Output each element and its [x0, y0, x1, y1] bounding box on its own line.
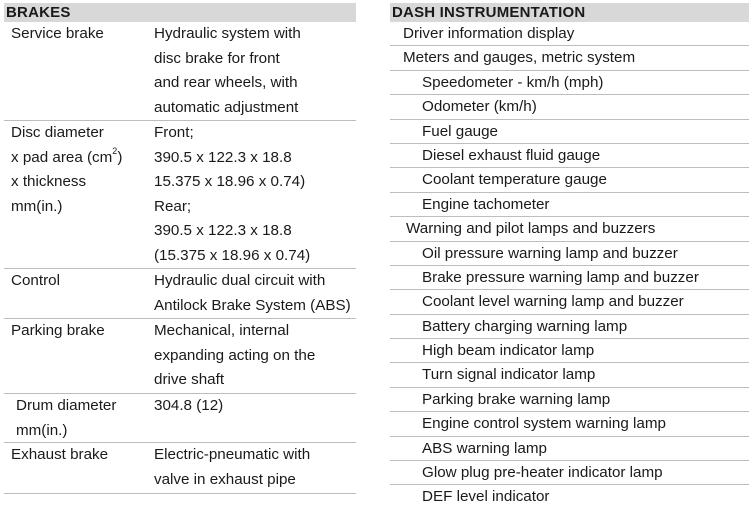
- dash-item: Driver information display: [390, 22, 749, 46]
- spec-value: Electric-pneumatic with valve in exhaust pipe: [154, 446, 311, 488]
- spec-value: Hydraulic system with disc brake for front and rear wheels, with automatic adjustment: [154, 25, 301, 116]
- spec-value: Mechanical, internal expanding acting on the drive shaft: [154, 322, 316, 388]
- spec-value: Front; 390.5 x 122.3 x 18.8 15.375 x 18.96 x 0.74) Rear; 390.5 x 122.3 x 18.8 (15.375 x 18.96 x 0.74): [154, 124, 311, 264]
- dash-item: Warning and pilot lamps and buzzers: [390, 217, 749, 241]
- dash-item: High beam indicator lamp: [390, 339, 749, 363]
- dash-item: DEF level indicator: [422, 488, 550, 506]
- dash-item: Engine tachometer: [390, 193, 749, 217]
- spec-label: Disc diameter x pad area $(cm^2)$ x thickness mm(in.): [11, 124, 123, 215]
- dash-item: Turn signal indicator lamp: [390, 363, 749, 387]
- dash-item: Glow plug pre-heater indicator lamp: [390, 461, 749, 485]
- dash-item: Oil pressure warning lamp and buzzer: [390, 242, 749, 266]
- spec-row-control: [4, 269, 356, 319]
- dash-item: Parking brake warning lamp: [390, 388, 749, 412]
- dash-instrumentation-section: [390, 3, 749, 510]
- spec-label: Exhaust brake: [11, 446, 109, 463]
- dash-item: Odometer (km/h): [390, 95, 749, 119]
- dash-heading: DASH INSTRUMENTATION: [390, 3, 749, 22]
- dash-item: Brake pressure warning lamp and buzzer: [390, 266, 749, 290]
- dash-item: Battery charging warning lamp: [390, 315, 749, 339]
- spec-row-parking-brake: [4, 319, 356, 394]
- dash-item: Meters and gauges, metric system: [390, 46, 749, 70]
- spec-label: Service brake: [11, 25, 104, 42]
- dash-item: Fuel gauge: [390, 120, 749, 144]
- spec-label: Drum diameter mm(in.): [16, 397, 117, 439]
- dash-item: Coolant temperature gauge: [390, 168, 749, 192]
- dash-item: Coolant level warning lamp and buzzer: [390, 290, 749, 314]
- spec-label: Parking brake: [11, 322, 105, 339]
- spec-value: 304.8 (12): [154, 397, 224, 414]
- spec-row-drum-diameter: [4, 394, 356, 443]
- dash-item: Diesel exhaust fluid gauge: [390, 144, 749, 168]
- spec-row-service-brake: [4, 22, 356, 121]
- spec-row-disc-diameter: [4, 121, 356, 269]
- spec-label: Control: [11, 272, 60, 289]
- spec-value: Hydraulic dual circuit with Antilock Brake System (ABS): [154, 272, 351, 314]
- brakes-heading: BRAKES: [4, 3, 356, 22]
- brakes-section: [4, 3, 356, 494]
- dash-item: ABS warning lamp: [390, 437, 749, 461]
- dash-item: Engine control system warning lamp: [390, 412, 749, 436]
- spec-row-exhaust-brake: [4, 443, 356, 494]
- dash-item: Speedometer - km/h (mph): [390, 71, 749, 95]
